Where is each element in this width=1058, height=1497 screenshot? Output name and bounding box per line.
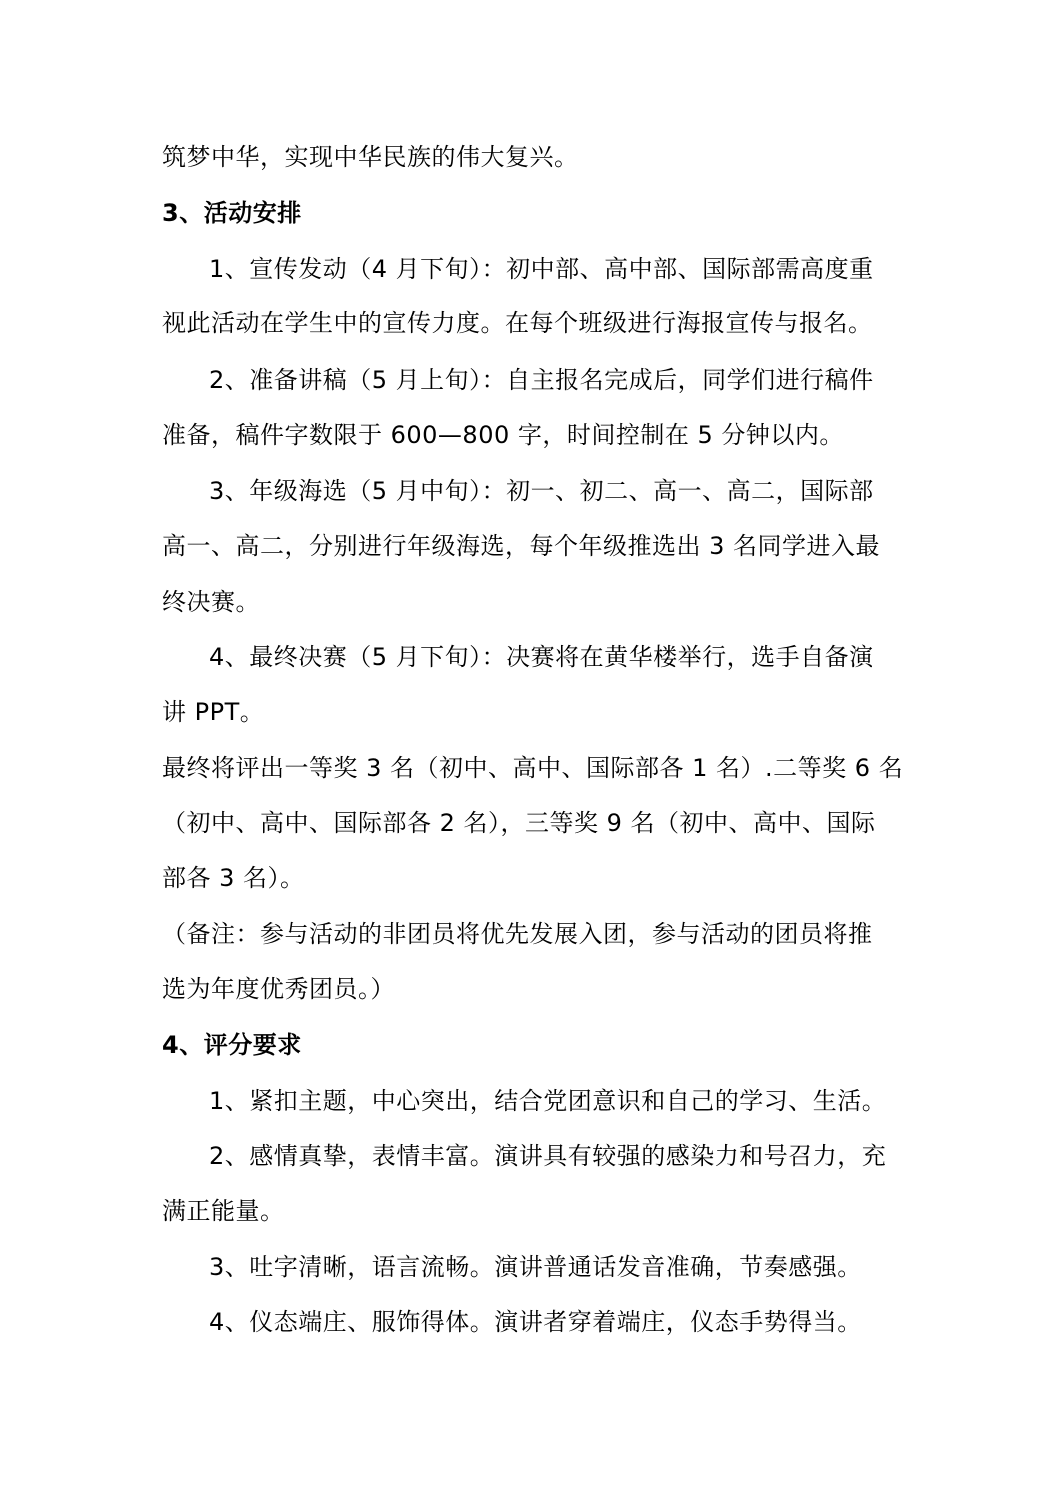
schedule-item-1-line-1: 1、宣传发动（4 月下旬）：初中部、高中部、国际部需高度重	[209, 255, 874, 283]
schedule-item-3-line-2: 高一、高二，分别进行年级海选，每个年级推选出 3 名同学进入最	[162, 532, 881, 560]
schedule-item-2-line-1: 2、准备讲稿（5 月上旬）：自主报名完成后，同学们进行稿件	[209, 366, 874, 394]
note-line-2: 选为年度优秀团员。）	[162, 975, 395, 1003]
criteria-item-1: 1、紧扣主题，中心突出，结合党团意识和自己的学习、生活。	[209, 1087, 887, 1115]
schedule-item-3-line-1: 3、年级海选（5 月中旬）：初一、初二、高一、高二，国际部	[209, 477, 874, 505]
paragraph-intro-tail: 筑梦中华，实现中华民族的伟大复兴。	[162, 143, 579, 171]
schedule-item-4-line-2: 讲 PPT。	[162, 698, 265, 726]
schedule-item-4-line-1: 4、最终决赛（5 月下旬）：决赛将在黄华楼举行，选手自备演	[209, 643, 874, 671]
section-4-heading: 4、评分要求	[162, 1031, 302, 1059]
criteria-item-2-line-1: 2、感情真挚，表情丰富。演讲具有较强的感染力和号召力，充	[209, 1142, 887, 1170]
note-line-1: （备注：参与活动的非团员将优先发展入团，参与活动的团员将推	[162, 920, 873, 948]
schedule-item-3-line-3: 终决赛。	[162, 588, 260, 616]
schedule-item-2-line-2: 准备，稿件字数限于 600—800 字，时间控制在 5 分钟以内。	[162, 421, 844, 449]
criteria-item-3: 3、吐字清晰，语言流畅。演讲普通话发音准确，节奏感强。	[209, 1253, 862, 1281]
criteria-item-2-line-2: 满正能量。	[162, 1197, 285, 1225]
awards-line-2: （初中、高中、国际部各 2 名），三等奖 9 名（初中、高中、国际	[162, 809, 876, 837]
awards-line-1: 最终将评出一等奖 3 名（初中、高中、国际部各 1 名）.二等奖 6 名	[162, 754, 904, 782]
criteria-item-4: 4、仪态端庄、服饰得体。演讲者穿着端庄，仪态手势得当。	[209, 1308, 862, 1336]
schedule-item-1-line-2: 视此活动在学生中的宣传力度。在每个班级进行海报宣传与报名。	[162, 309, 873, 337]
awards-line-3: 部各 3 名）。	[162, 864, 305, 892]
section-3-heading: 3、活动安排	[162, 199, 302, 227]
